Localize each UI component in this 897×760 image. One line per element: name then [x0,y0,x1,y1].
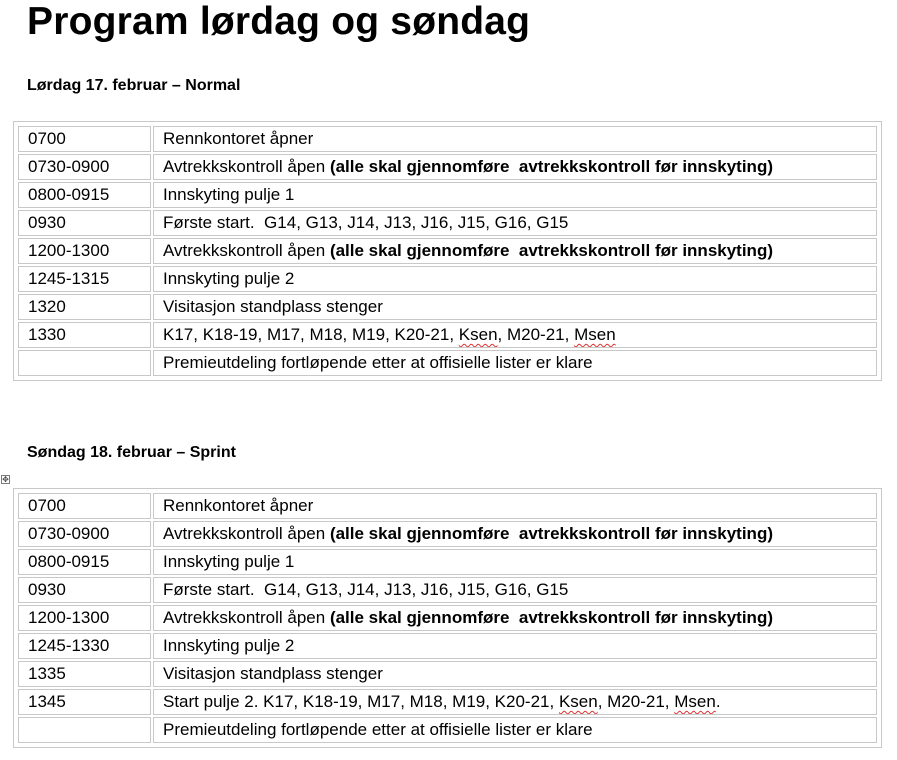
description-cell [153,549,877,575]
description-text: Første start. G14, G13, J14, J13, J16, J15, G16, G15 [163,213,569,232]
time-cell [18,717,151,743]
time-cell: 1330 [18,322,151,348]
spellcheck-flagged-word: Msen [574,325,616,344]
description-cell [153,238,877,264]
description-text: Premieutdeling fortløpende etter at offisielle lister er klare [163,720,593,739]
schedule-table-sunday [13,488,882,748]
description-cell [153,633,877,659]
table-row [18,210,877,236]
time-cell [18,350,151,376]
page-title: Program lørdag og søndag [27,0,531,43]
schedule-table-saturday [13,121,882,381]
table-row [18,633,877,659]
table-row [18,605,877,631]
time-cell: 1245-1315 [18,266,151,292]
description-cell [153,294,877,320]
description-text: (alle skal gjennomføre avtrekkskontroll før innskyting) [329,608,773,627]
table-row [18,549,877,575]
description-text: , M20-21, [597,692,675,711]
time-cell: 1200-1300 [18,238,151,264]
schedule-table-body [18,493,877,743]
description-text: Visitasjon standplass stenger [163,664,383,683]
description-text: Premieutdeling fortløpende etter at offisielle lister er klare [163,353,593,372]
description-text: Start pulje 2. K17, K18-19, M17, M18, M19, K20-21, [163,692,559,711]
section-heading-saturday: Lørdag 17. februar – Normal [27,77,241,94]
time-cell: 0930 [18,577,151,603]
time-cell: 0700 [18,493,151,519]
table-row [18,717,877,743]
description-cell [153,689,877,715]
table-row [18,154,877,180]
table-row [18,661,877,687]
description-text: (alle skal gjennomføre avtrekkskontroll før innskyting) [329,524,773,543]
description-text: K17, K18-19, M17, M18, M19, K20-21, [163,325,459,344]
time-cell: 0800-0915 [18,182,151,208]
description-text: Avtrekkskontroll åpen [163,157,330,176]
description-text: Innskyting pulje 2 [163,636,295,655]
description-text: . [715,692,721,711]
time-cell: 0800-0915 [18,549,151,575]
description-cell [153,182,877,208]
description-cell [153,210,877,236]
time-cell: 1200-1300 [18,605,151,631]
table-row [18,322,877,348]
table-row [18,493,877,519]
table-row [18,521,877,547]
table-row [18,350,877,376]
description-cell [153,493,877,519]
time-cell: 0700 [18,126,151,152]
time-cell: 1345 [18,689,151,715]
table-row [18,577,877,603]
time-cell: 0730-0900 [18,521,151,547]
description-cell [153,521,877,547]
description-text: Innskyting pulje 2 [163,269,295,288]
description-text: Innskyting pulje 1 [163,185,295,204]
schedule-table-body [18,126,877,376]
description-text: Avtrekkskontroll åpen [163,524,330,543]
spellcheck-flagged-word: Msen [674,692,716,711]
description-text: (alle skal gjennomføre avtrekkskontroll før innskyting) [329,241,773,260]
description-text: Avtrekkskontroll åpen [163,608,330,627]
description-cell [153,126,877,152]
spellcheck-flagged-word: Ksen [458,325,498,344]
description-text: Avtrekkskontroll åpen [163,241,330,260]
description-text: Første start. G14, G13, J14, J13, J16, J15, G16, G15 [163,580,569,599]
description-cell [153,717,877,743]
description-text: (alle skal gjennomføre avtrekkskontroll før innskyting) [329,157,773,176]
section-heading-sunday: Søndag 18. februar – Sprint [27,444,236,461]
time-cell: 1245-1330 [18,633,151,659]
description-text: Innskyting pulje 1 [163,552,295,571]
table-move-handle-icon[interactable]: ✥ [2,475,9,484]
description-text: , M20-21, [497,325,575,344]
table-row [18,294,877,320]
description-text: Visitasjon standplass stenger [163,297,383,316]
table-row [18,266,877,292]
description-cell [153,577,877,603]
description-cell [153,605,877,631]
description-cell [153,350,877,376]
time-cell: 0730-0900 [18,154,151,180]
table-row [18,689,877,715]
description-cell [153,661,877,687]
description-cell [153,266,877,292]
description-text: Rennkontoret åpner [163,129,314,148]
table-row [18,182,877,208]
table-row [18,126,877,152]
time-cell: 1335 [18,661,151,687]
table-row [18,238,877,264]
time-cell: 1320 [18,294,151,320]
time-cell: 0930 [18,210,151,236]
description-cell [153,322,877,348]
description-text: Rennkontoret åpner [163,496,314,515]
spellcheck-flagged-word: Ksen [558,692,598,711]
description-cell [153,154,877,180]
